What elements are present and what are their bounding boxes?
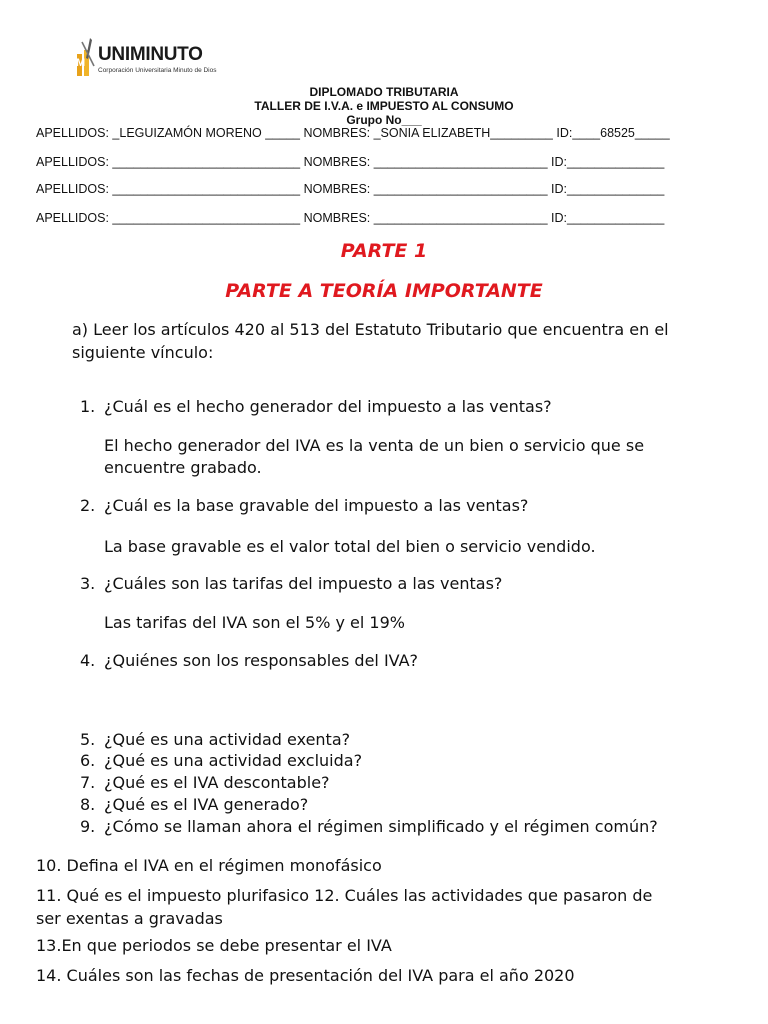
question-11-12: 11. Qué es el impuesto plurifasico 12. Cuáles las actividades que pasaron de ser exentas a gravadas — [36, 886, 653, 928]
answer-2: La base gravable es el valor total del bien o servicio vendido. — [104, 537, 596, 556]
question-10: 10. Defina el IVA en el régimen monofásico — [36, 856, 382, 875]
question-number: 6. — [80, 751, 96, 770]
question-number: 9. — [80, 817, 96, 836]
student-row-1: APELLIDOS: _LEGUIZAMÓN MORENO _____ NOMBRES: _SONIA ELIZABETH_________ ID:____68525_____ — [36, 126, 670, 140]
question-13: 13.En que periodos se debe presentar el IVA — [36, 936, 392, 955]
student-row-3: APELLIDOS: ___________________________ NOMBRES: _________________________ ID:______________ — [36, 182, 665, 196]
question-text: ¿Qué es una actividad exenta? — [104, 730, 351, 749]
question-number: 4. — [80, 651, 96, 670]
question-number: 7. — [80, 773, 96, 792]
question-3 — [80, 574, 502, 593]
question-number: 1. — [80, 397, 96, 416]
group-number: Grupo No___ — [346, 113, 422, 127]
part-title: PARTE 1 — [340, 240, 428, 262]
question-number: 8. — [80, 795, 96, 814]
section-title: PARTE A TEORÍA IMPORTANTE — [225, 280, 543, 302]
answer-3: Las tarifas del IVA son el 5% y el 19% — [104, 613, 405, 632]
svg-text:M: M — [76, 57, 86, 69]
student-row-4: APELLIDOS: ___________________________ NOMBRES: _________________________ ID:______________ — [36, 211, 665, 225]
question-text: ¿Cuál es el hecho generador del impuesto a las ventas? — [104, 397, 552, 416]
question-text: ¿Qué es el IVA descontable? — [104, 773, 330, 792]
question-4 — [80, 651, 418, 670]
question-number: 5. — [80, 730, 96, 749]
question-text: ¿Qué es una actividad excluida? — [104, 751, 363, 770]
course-title: DIPLOMADO TRIBUTARIA — [309, 85, 459, 99]
question-text: ¿Qué es el IVA generado? — [104, 795, 309, 814]
question-9 — [80, 817, 658, 836]
question-1 — [80, 397, 552, 416]
answer-1: El hecho generador del IVA es la venta de un bien o servicio que se encuentre grabado. — [104, 436, 645, 477]
logo-subtitle: Corporación Universitaria Minuto de Dios — [98, 67, 217, 74]
question-2 — [80, 496, 528, 515]
uniminuto-logo — [74, 36, 217, 82]
question-text: ¿Cómo se llaman ahora el régimen simplificado y el régimen común? — [104, 817, 658, 836]
question-number: 2. — [80, 496, 96, 515]
question-6 — [80, 751, 362, 770]
question-8 — [80, 795, 308, 814]
question-text: ¿Quiénes son los responsables del IVA? — [104, 651, 419, 670]
question-text: ¿Cuál es la base gravable del impuesto a las ventas? — [104, 496, 529, 515]
uniminuto-emblem-icon — [74, 36, 98, 82]
question-text: ¿Cuáles son las tarifas del impuesto a las ventas? — [104, 574, 503, 593]
student-row-2: APELLIDOS: ___________________________ NOMBRES: _________________________ ID:______________ — [36, 155, 665, 169]
question-number: 3. — [80, 574, 96, 593]
question-5 — [80, 730, 350, 749]
question-7 — [80, 773, 330, 792]
question-14: 14. Cuáles son las fechas de presentación del IVA para el año 2020 — [36, 966, 575, 985]
instructions: a) Leer los artículos 420 al 513 del Estatuto Tributario que encuentra en el siguiente vínculo: — [72, 320, 669, 362]
workshop-title: TALLER DE I.V.A. e IMPUESTO AL CONSUMO — [254, 99, 514, 113]
logo-name: UNIMINUTO — [98, 44, 203, 65]
